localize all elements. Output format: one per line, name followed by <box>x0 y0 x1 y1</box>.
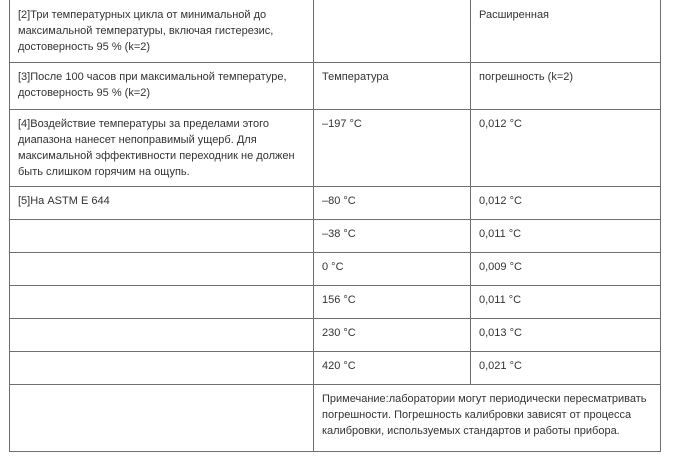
error-cell: 0,012 °C <box>471 187 661 220</box>
temperature-cell: 230 °C <box>314 319 471 352</box>
error-header-cell: погрешность (k=2) <box>471 63 661 110</box>
table-row <box>10 385 661 452</box>
error-cell: 0,012 °C <box>471 110 661 187</box>
temperature-cell: –38 °C <box>314 220 471 253</box>
empty-cell <box>10 385 314 452</box>
error-cell: 0,011 °C <box>471 220 661 253</box>
empty-cell <box>10 253 314 286</box>
calibration-specs-table <box>9 0 661 452</box>
error-cell: 0,021 °C <box>471 352 661 385</box>
table-row <box>10 0 661 63</box>
footnote-cell: [5]На ASTM E 644 <box>10 187 314 220</box>
error-cell: 0,011 °C <box>471 286 661 319</box>
temperature-header-cell: Температура <box>314 63 471 110</box>
temperature-cell <box>314 0 471 63</box>
empty-cell <box>10 286 314 319</box>
error-cell: 0,009 °C <box>471 253 661 286</box>
empty-cell <box>10 352 314 385</box>
table-row <box>10 253 661 286</box>
error-cell: 0,013 °C <box>471 319 661 352</box>
footnote-cell: [2]Три температурных цикла от минимальной до максимальной температуры, включая гистерезис, достоверность 95 % (k=2) <box>10 0 314 63</box>
footnote-cell: [4]Воздействие температуры за пределами этого диапазона нанесет непоправимый ущерб. Для максимальной эффективности переходник не должен быть слишком горячим на ощупь. <box>10 110 314 187</box>
temperature-cell: 0 °C <box>314 253 471 286</box>
empty-cell <box>10 220 314 253</box>
table-row <box>10 220 661 253</box>
temperature-cell: 156 °C <box>314 286 471 319</box>
table-row <box>10 352 661 385</box>
table-row <box>10 319 661 352</box>
table-row <box>10 187 661 220</box>
temperature-cell: 420 °C <box>314 352 471 385</box>
empty-cell <box>10 319 314 352</box>
note-cell: Примечание:лаборатории могут периодически пересматривать погрешности. Погрешность калибровки зависят от процесса калибровки, используемых стандартов и работы прибора. <box>314 385 661 452</box>
temperature-cell: –197 °C <box>314 110 471 187</box>
table-row <box>10 63 661 110</box>
footnote-cell: [3]После 100 часов при максимальной температуре, достоверность 95 % (k=2) <box>10 63 314 110</box>
table-row <box>10 110 661 187</box>
error-header-cell: Расширенная <box>471 0 661 63</box>
table-row <box>10 286 661 319</box>
temperature-cell: –80 °C <box>314 187 471 220</box>
